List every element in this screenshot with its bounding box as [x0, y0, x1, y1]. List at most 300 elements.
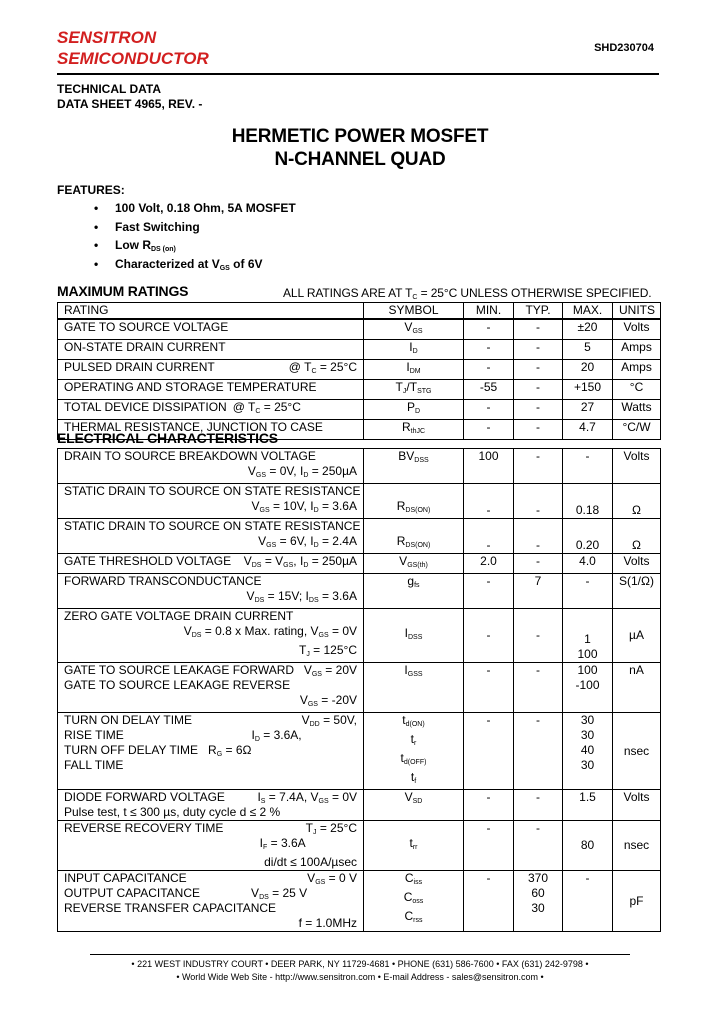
max-cell: -	[563, 449, 613, 484]
typ-cell: -	[514, 519, 563, 554]
cond-sub: D	[313, 542, 319, 549]
param-condition	[307, 871, 357, 890]
rating-name: THERMAL RESISTANCE, JUNCTION TO CASE	[58, 420, 364, 440]
min-cell: 100	[464, 449, 514, 484]
min-cell: -	[464, 713, 514, 790]
symbol-cell	[364, 663, 464, 713]
cond-text: = 6Ω	[222, 743, 252, 757]
param-condition	[64, 589, 357, 608]
symbol-cell	[364, 420, 464, 440]
param-cell	[58, 663, 364, 713]
param-condition: f = 1.0MHz	[298, 916, 357, 930]
cond-sub: S	[260, 798, 266, 805]
list-item	[94, 201, 296, 220]
symbol-subscript: STG	[417, 388, 432, 395]
cond-text: V	[307, 871, 316, 885]
symbol: T	[395, 380, 403, 394]
cond-sub: DS	[259, 894, 269, 901]
cond-text: = 2.4A	[318, 534, 357, 548]
units-cell: Ω	[613, 519, 661, 554]
max-cell: 4.0	[563, 554, 613, 574]
symbol-cell	[364, 484, 464, 519]
param-condition: di/dt ≤ 100A/µsec	[264, 855, 357, 869]
cond-text: V	[247, 464, 256, 478]
max-value: 100	[577, 663, 598, 677]
cond-text: = -20V	[317, 693, 357, 707]
param-name: TURN OFF DELAY TIME	[64, 743, 199, 757]
bullet-icon: •	[94, 238, 99, 252]
feature-subscript: GS	[219, 264, 230, 272]
symbol-subscript: SD	[412, 798, 423, 805]
feature-subscript: DS (on)	[151, 246, 176, 253]
symbol-line	[370, 732, 457, 751]
param-condition	[302, 713, 357, 732]
cond-sub: DS	[308, 597, 319, 604]
symbol-line	[370, 871, 457, 890]
max-value: 30	[580, 758, 595, 772]
symbol-subscript: DS(ON)	[405, 542, 431, 549]
condition-subscript: C	[255, 408, 261, 415]
col-header: UNITS	[613, 303, 661, 320]
min-cell: -	[464, 360, 514, 380]
typ-cell: -	[514, 609, 563, 663]
param-condition	[64, 624, 357, 643]
symbol: t	[410, 732, 414, 746]
cond-text: R	[208, 743, 217, 757]
param-name: GATE TO SOURCE LEAKAGE FORWARD	[64, 663, 295, 677]
note-text: ALL RATINGS ARE AT T	[283, 286, 413, 300]
cond-sub: G	[216, 751, 223, 758]
ratings-note	[283, 286, 652, 301]
param-line	[64, 821, 357, 836]
max-cell: 1.5	[563, 790, 613, 821]
param-cell	[58, 574, 364, 609]
cond-text: V	[243, 554, 252, 568]
cond-text: = 0 V	[325, 871, 357, 885]
max-cell: -	[563, 574, 613, 609]
cond-text: V	[301, 713, 310, 727]
table-row	[58, 340, 661, 360]
cond-text: = 25°C	[316, 821, 357, 835]
param-line	[64, 901, 357, 930]
symbol-subscript: oss	[412, 898, 424, 905]
min-cell: -	[464, 871, 514, 932]
symbol: V	[399, 554, 408, 568]
symbol: t	[409, 836, 413, 850]
symbol-subscript: GS	[412, 328, 423, 335]
param-name: REVERSE TRANSFER CAPACITANCE	[64, 901, 277, 915]
max-value: 40	[580, 743, 595, 757]
symbol-line	[370, 909, 457, 928]
list-item	[94, 257, 296, 276]
typ-cell: -	[514, 554, 563, 574]
cond-text: V	[251, 499, 260, 513]
max-cell: ±20	[563, 319, 613, 340]
list-item	[94, 238, 296, 257]
param-name: GATE TO SOURCE LEAKAGE REVERSE	[64, 678, 291, 692]
document-id: SHD230704	[594, 42, 654, 54]
param-name: OUTPUT CAPACITANCE	[64, 886, 201, 900]
rating-name-cell	[58, 360, 364, 380]
electrical-table	[57, 448, 661, 932]
param-cell	[58, 609, 364, 663]
param-name: ZERO GATE VOLTAGE DRAIN CURRENT	[64, 609, 294, 623]
company-logo	[57, 27, 209, 69]
max-ratings-table	[57, 302, 661, 440]
cond-text: = 3.6A,	[259, 728, 302, 742]
param-name: TURN ON DELAY TIME	[64, 713, 193, 727]
symbol: g	[407, 574, 415, 588]
param-condition	[64, 499, 357, 518]
symbol: BV	[398, 449, 415, 463]
units-cell: Volts	[613, 319, 661, 340]
cond-text: = 250µA	[308, 464, 357, 478]
param-cell	[58, 449, 364, 484]
min-cell: -	[464, 420, 514, 440]
cond-text: T	[298, 643, 307, 657]
param-condition	[306, 821, 357, 840]
list-item	[94, 220, 296, 239]
feature-text: 100 Volt, 0.18 Ohm, 5A MOSFET	[115, 201, 296, 215]
min-cell: -	[464, 574, 514, 609]
param-name: REVERSE RECOVERY TIME	[64, 821, 224, 835]
symbol: I	[406, 360, 410, 374]
cond-sub: GS	[318, 798, 329, 805]
cond-text: = 6V, I	[276, 534, 314, 548]
units-cell: Volts	[613, 554, 661, 574]
units-cell: Amps	[613, 340, 661, 360]
max-value: 100	[577, 647, 598, 661]
max-cell: 20	[563, 360, 613, 380]
table-row	[58, 663, 661, 713]
bullet-icon: •	[94, 256, 99, 271]
param-line	[64, 663, 357, 678]
min-cell: 2.0	[464, 554, 514, 574]
param-name: DRAIN TO SOURCE BREAKDOWN VOLTAGE	[64, 449, 316, 463]
note-subscript: C	[412, 294, 418, 301]
rating-condition	[233, 400, 301, 414]
table-row	[58, 380, 661, 400]
max-cell: 4.7	[563, 420, 613, 440]
max-value: 30	[580, 713, 595, 727]
param-name: STATIC DRAIN TO SOURCE ON STATE RESISTANCE	[64, 519, 361, 533]
symbol: I	[404, 626, 408, 640]
symbol-cell	[364, 554, 464, 574]
param-name: GATE THRESHOLD VOLTAGE	[64, 554, 232, 568]
symbol-cell	[364, 319, 464, 340]
symbol-line	[370, 713, 457, 732]
symbol-cell	[364, 574, 464, 609]
cond-text: V	[258, 534, 267, 548]
cond-sub: DS	[191, 632, 202, 639]
param-cell	[58, 519, 364, 554]
param-condition	[244, 554, 357, 573]
min-cell: -	[464, 663, 514, 713]
symbol-cell	[364, 609, 464, 663]
symbol: C	[404, 871, 414, 885]
typ-cell: -	[514, 380, 563, 400]
symbol-cell	[364, 449, 464, 484]
cond-sub: GS	[315, 879, 326, 886]
symbol: V	[404, 790, 413, 804]
cond-sub: D	[254, 736, 260, 743]
typ-cell: -	[514, 449, 563, 484]
condition-text: = 25°C	[316, 360, 357, 374]
title-line2: N-CHANNEL QUAD	[274, 149, 446, 170]
cond-text: = 7.4A, V	[265, 790, 319, 804]
symbol-cell	[364, 360, 464, 380]
cond-text: = 0V, I	[266, 464, 304, 478]
symbol-subscript: thJC	[410, 428, 426, 435]
cond-sub: DD	[309, 721, 320, 728]
symbol-cell	[364, 340, 464, 360]
param-condition	[304, 663, 357, 682]
cond-sub: GS	[307, 701, 318, 708]
symbol-subscript: DM	[409, 368, 421, 375]
footer-contact: • World Wide Web Site - http://www.sensitron.com • E-mail Address - sales@sensitron.com •	[176, 972, 544, 982]
cond-text: I	[251, 728, 255, 742]
symbol: t	[410, 770, 415, 784]
param-line	[64, 790, 357, 805]
typ-cell: -	[514, 713, 563, 790]
param-condition	[64, 643, 357, 662]
units-cell: pF	[613, 871, 661, 932]
symbol-subscript: f	[414, 778, 417, 785]
typ-cell: -	[514, 821, 563, 871]
typ-value: 60	[531, 886, 545, 900]
cond-sub: D	[303, 562, 309, 569]
symbol-cell	[364, 821, 464, 871]
features-heading: FEATURES:	[57, 183, 125, 197]
max-cell: +150	[563, 380, 613, 400]
page-title	[0, 125, 720, 171]
param-name: RISE TIME	[64, 728, 124, 742]
symbol: I	[404, 663, 408, 677]
symbol: t	[402, 713, 406, 727]
cond-sub: D	[303, 472, 309, 479]
cond-text: I	[257, 790, 261, 804]
typ-cell: -	[514, 400, 563, 420]
header-divider	[57, 73, 659, 75]
cond-text: = 25 V	[268, 886, 308, 900]
technical-data-block	[57, 82, 202, 112]
max-cell: 0.18	[563, 484, 613, 519]
cond-text: = 250µA	[308, 554, 357, 568]
max-cell: -	[563, 871, 613, 932]
cond-text: = 10V, I	[269, 499, 314, 513]
param-cell	[58, 871, 364, 932]
max-value: -100	[575, 678, 600, 692]
col-header: TYP.	[514, 303, 563, 320]
condition-subscript: C	[311, 368, 317, 375]
cond-sub: DS	[254, 597, 265, 604]
table-row	[58, 484, 661, 519]
param-line	[64, 743, 357, 758]
symbol: R	[401, 420, 411, 434]
symbol-subscript: D	[414, 408, 421, 415]
table-row	[58, 449, 661, 484]
typ-cell: -	[514, 420, 563, 440]
param-condition	[64, 464, 357, 483]
rating-name: PULSED DRAIN CURRENT	[64, 360, 215, 374]
param-name: FORWARD TRANSCONDUCTANCE	[64, 574, 262, 588]
cond-sub: GS	[255, 472, 267, 479]
note-text: = 25°C UNLESS OTHERWISE SPECIFIED.	[417, 286, 652, 300]
bullet-icon: •	[94, 201, 99, 215]
footer-divider	[90, 954, 630, 955]
rating-name: ON-STATE DRAIN CURRENT	[58, 340, 364, 360]
symbol-subscript: DSS	[414, 457, 429, 464]
param-condition: Pulse test, t ≤ 300 µs, duty cycle d ≤ 2 %	[64, 805, 281, 819]
symbol-cell	[364, 519, 464, 554]
symbol-cell	[364, 871, 464, 932]
units-cell: S(1/Ω)	[613, 574, 661, 609]
param-condition	[64, 534, 357, 553]
symbol: C	[403, 890, 413, 904]
typ-cell: -	[514, 360, 563, 380]
param-line	[64, 871, 357, 886]
symbol-subscript: D	[412, 348, 418, 355]
param-cell	[58, 790, 364, 821]
symbol-subscript: rss	[413, 917, 423, 924]
units-cell: nsec	[613, 821, 661, 871]
symbol-subscript: r	[414, 740, 417, 747]
typ-cell: -	[514, 340, 563, 360]
cond-sub: GS	[283, 562, 294, 569]
max-cell	[563, 663, 613, 713]
cond-sub: GS	[311, 671, 322, 678]
units-cell: nA	[613, 663, 661, 713]
cond-sub: GS	[266, 542, 277, 549]
min-cell: -	[464, 484, 514, 519]
symbol-cell	[364, 790, 464, 821]
feature-text: Fast Switching	[115, 219, 200, 234]
max-cell: 5	[563, 340, 613, 360]
footer-address: • 221 WEST INDUSTRY COURT • DEER PARK, NY 11729-4681 • PHONE (631) 586-7600 • FAX (631) 242-9798 •	[131, 959, 589, 969]
rating-name-cell	[58, 400, 364, 420]
typ-cell: -	[514, 790, 563, 821]
max-value: 1	[584, 632, 591, 646]
min-cell: -	[464, 319, 514, 340]
max-cell	[563, 609, 613, 663]
col-header: MIN.	[464, 303, 514, 320]
cond-text: T	[305, 821, 313, 835]
max-cell: 0.20	[563, 519, 613, 554]
col-header: MAX.	[563, 303, 613, 320]
symbol-cell	[364, 713, 464, 790]
min-cell: -	[464, 519, 514, 554]
symbol-subscript: fs	[414, 582, 420, 589]
cond-text: , I	[293, 554, 304, 568]
table-row	[58, 574, 661, 609]
symbol-subscript: GS(th)	[407, 562, 428, 569]
symbol-subscript: rr	[412, 844, 418, 851]
table-row	[58, 360, 661, 380]
max-cell	[563, 713, 613, 790]
cond-text: = 50V,	[319, 713, 357, 727]
symbol-line	[370, 751, 457, 770]
typ-cell	[514, 871, 563, 932]
units-cell: °C	[613, 380, 661, 400]
cond-text: = 0V	[328, 624, 357, 638]
param-cell	[58, 484, 364, 519]
col-header: RATING	[58, 303, 364, 320]
data-sheet-label: DATA SHEET 4965, REV. -	[57, 97, 203, 111]
cond-text: = 0V	[328, 790, 357, 804]
units-cell: nsec	[613, 713, 661, 790]
symbol-line	[370, 770, 457, 789]
symbol-line	[370, 890, 457, 909]
table-row	[58, 400, 661, 420]
typ-cell: 7	[514, 574, 563, 609]
param-line	[64, 713, 357, 728]
feature-text: Characterized at V	[115, 256, 220, 271]
condition-text: @ T	[232, 400, 256, 414]
feature-text: Low R	[115, 238, 151, 252]
cond-text: = 0.8 x Max. rating, V	[201, 624, 319, 638]
max-cell: 80	[563, 821, 613, 871]
technical-data-label: TECHNICAL DATA	[57, 82, 161, 96]
max-ratings-heading: MAXIMUM RATINGS	[57, 283, 189, 299]
units-cell: °C/W	[613, 420, 661, 440]
param-name: INPUT CAPACITANCE	[64, 871, 187, 885]
col-header: SYMBOL	[364, 303, 464, 320]
symbol: t	[400, 751, 404, 765]
min-cell: -	[464, 790, 514, 821]
units-cell: Ω	[613, 484, 661, 519]
symbol-subscript: J	[402, 388, 407, 395]
feature-text: of 6V	[229, 256, 263, 271]
table-row	[58, 319, 661, 340]
param-cell	[58, 554, 364, 574]
rating-name: GATE TO SOURCE VOLTAGE	[58, 319, 364, 340]
cond-sub: GS	[259, 507, 270, 514]
table-row	[58, 554, 661, 574]
table-row	[58, 713, 661, 790]
units-cell: Volts	[613, 790, 661, 821]
cond-text: V	[251, 886, 260, 900]
cond-text: = V	[261, 554, 284, 568]
param-name: STATIC DRAIN TO SOURCE ON STATE RESISTANCE	[64, 484, 361, 498]
title-line1: HERMETIC POWER MOSFET	[231, 126, 489, 147]
table-row	[58, 790, 661, 821]
table-row	[58, 609, 661, 663]
typ-cell: -	[514, 663, 563, 713]
min-cell: -	[464, 340, 514, 360]
min-cell: -55	[464, 380, 514, 400]
cond-text: = 3.6A	[318, 499, 357, 513]
param-name: FALL TIME	[64, 758, 124, 772]
table-row	[58, 519, 661, 554]
param-name: DIODE FORWARD VOLTAGE	[64, 790, 225, 804]
max-cell: 27	[563, 400, 613, 420]
symbol: P	[406, 400, 415, 414]
min-cell: -	[464, 400, 514, 420]
logo-line2: SEMICONDUCTOR	[57, 49, 209, 68]
cond-sub: GS	[318, 632, 329, 639]
cond-text: I	[259, 836, 263, 850]
cond-text: V	[299, 693, 308, 707]
electrical-heading: ELECTRICAL CHARACTERISTICS	[57, 430, 278, 446]
cond-sub: J	[313, 829, 317, 836]
table-row	[58, 821, 661, 871]
condition-text: @ T	[288, 360, 312, 374]
symbol: /T	[406, 380, 418, 394]
max-value: 30	[580, 728, 595, 742]
min-cell: -	[464, 609, 514, 663]
symbol: V	[404, 320, 413, 334]
units-cell: µA	[613, 609, 661, 663]
